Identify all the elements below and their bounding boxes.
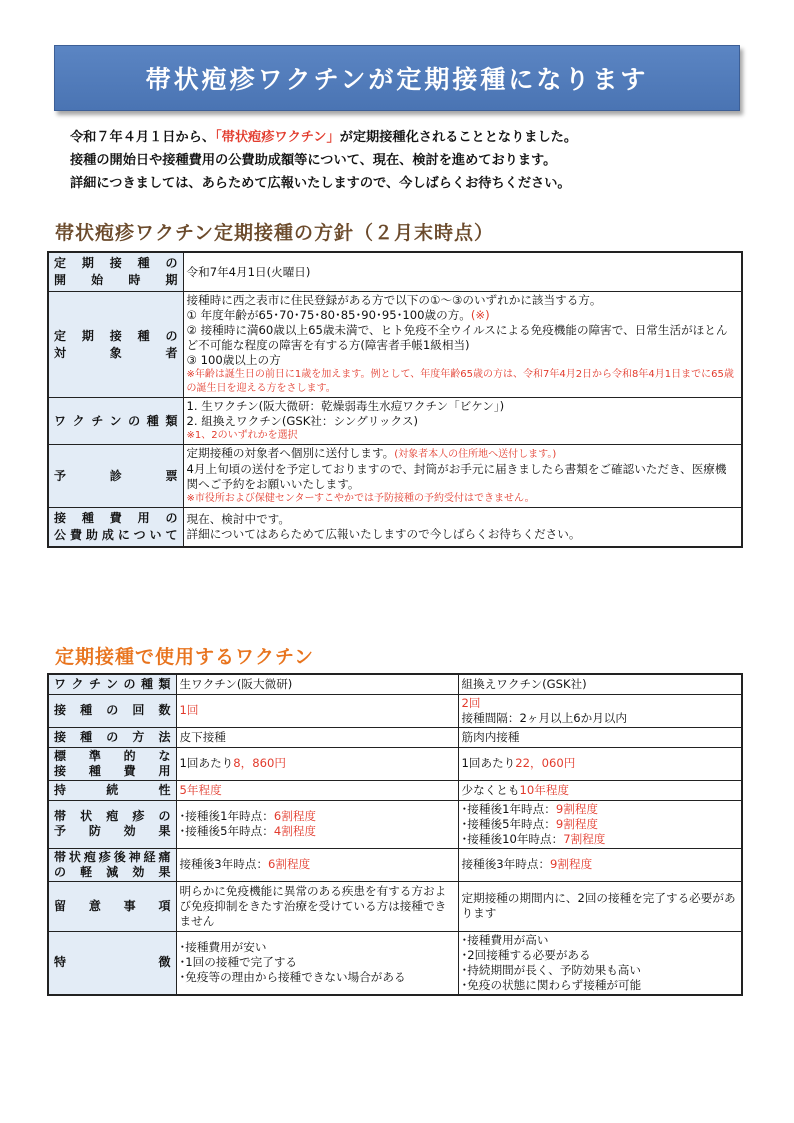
phn-label-1: 帯状疱疹後神経痛 [54, 849, 171, 864]
list-item [462, 832, 739, 847]
features-live [176, 931, 458, 995]
intro-line-1-pre: 令和７年４月１日から、 [70, 130, 216, 145]
caution-live: 明らかに免疫機能に異常のある疾患を有する方および免疫抑制をきたす治療を受けている方は接種できません [176, 881, 458, 931]
questionnaire-label: 予診票 [48, 445, 183, 508]
header-label: ワクチンの種類 [48, 674, 176, 694]
cost-recomb-pre: 1回あたり [461, 756, 516, 770]
duration-recomb [458, 780, 742, 800]
intro-line-1-post: が定期接種化されることとなりました。 [339, 130, 578, 145]
target-label-2: 対象者 [54, 345, 178, 360]
page-title: 帯状疱疹ワクチンが定期接種になります [145, 65, 649, 94]
duration-live: 5年程度 [176, 780, 458, 800]
vaccines-section-title: 定期接種で使用するワクチン [55, 646, 315, 668]
table-row [48, 780, 742, 800]
table-row [48, 252, 742, 292]
phn-live-value: 6割程度 [268, 857, 311, 871]
phn-recomb [458, 848, 742, 881]
list-item: ･免疫等の理由から接種できない場合がある [179, 970, 406, 984]
phn-live-pre: 接種後3年時点： [179, 857, 269, 871]
table-row [48, 747, 742, 780]
target-item-1-text: ① 年度年齢が65･70･75･80･85･90･95･100歳の方。 [186, 308, 471, 322]
intro-line-1 [70, 126, 730, 149]
efficacy-label-1: 帯状疱疹の [54, 809, 171, 823]
duration-label: 持続性 [48, 780, 176, 800]
questionnaire-line-1-red: (対象者本人の住所地へ送付します。) [394, 449, 557, 460]
table-row [48, 292, 742, 398]
intro-text [70, 126, 730, 195]
efficacy-live [176, 800, 458, 848]
questionnaire-line-1 [187, 446, 739, 462]
efficacy-live-1-pre: ･接種後1年時点： [179, 809, 274, 823]
vaccine-type-2: 2. 組換えワクチン(GSK社：シングリックス) [186, 414, 419, 428]
questionnaire-line-1-text: 定期接種の対象者へ個別に送付します。 [186, 446, 395, 460]
start-label-2: 開始時期 [54, 273, 178, 287]
target-item-1-mark: (※) [470, 308, 490, 322]
page-title-banner [54, 45, 740, 111]
subsidy-label-1: 接種費用の [54, 511, 178, 525]
doses-recomb-value: 2回 [461, 695, 481, 710]
list-item: ･2回接種する必要がある [461, 947, 591, 962]
subsidy-line-2: 詳細についてはあらためて広報いたしますので今しばらくお待ちください。 [186, 527, 581, 541]
policy-section-title: 帯状疱疹ワクチン定期接種の方針（２月末時点） [55, 222, 495, 244]
cost-recomb [458, 747, 742, 780]
list-item: ･免疫の状態に関わらず接種が可能 [461, 977, 642, 992]
efficacy-live-2-value: 4割程度 [273, 824, 317, 838]
table-row [48, 800, 742, 848]
questionnaire-line-2: 4月上旬頃の送付を予定しておりますので、封筒がお手元に届きましたら書類をご確認いただき、医療機関へご予約をお願いいたします。 [186, 462, 727, 491]
phn-live [176, 848, 458, 881]
target-item-2: ② 接種時に満60歳以上65歳未満で、ヒト免疫不全ウイルスによる免疫機能の障害で、日常生活がほとんど不可能な程度の障害を有する方(障害者手帳1級相当) [186, 323, 728, 352]
list-item [180, 824, 455, 839]
efficacy-recomb-1-pre: ･接種後1年時点： [461, 801, 556, 816]
efficacy-label-2: 予防効果 [54, 824, 171, 838]
intro-highlight: 「帯状疱疹ワクチン」 [215, 130, 340, 145]
intro-line-2: 接種の開始日や接種費用の公費助成額等について、現在、検討を進めております。 [70, 153, 557, 168]
table-row [48, 881, 742, 931]
cost-live [176, 747, 458, 780]
caution-label: 留意事項 [48, 881, 176, 931]
doses-label: 接種の回数 [48, 694, 176, 727]
target-label-1: 定期接種の [54, 328, 178, 343]
subsidy-label [48, 508, 183, 548]
list-item [462, 802, 739, 817]
target-value [183, 292, 742, 398]
duration-recomb-pre: 少なくとも [461, 782, 520, 797]
header-recomb: 組換えワクチン(GSK社) [458, 674, 742, 694]
target-item-3: ③ 100歳以上の方 [186, 353, 281, 367]
table-row [48, 848, 742, 881]
duration-recomb-value: 10年程度 [519, 782, 570, 797]
cost-live-value: 8，860円 [233, 756, 286, 770]
phn-recomb-pre: 接種後3年時点： [461, 857, 551, 871]
start-label [48, 252, 183, 292]
features-label: 特徴 [48, 931, 176, 995]
table-row [48, 674, 742, 694]
doses-recomb [458, 694, 742, 727]
target-note: ※年齢は誕生日の前日に1歳を加えます。例として、年度年齢65歳の方は、令和7年4月2日から令和8年4月1日までに65歳の誕生日を迎える方をさします。 [186, 369, 734, 394]
cost-label-2: 接種費用 [54, 763, 171, 778]
cost-recomb-value: 22，060円 [515, 756, 576, 770]
list-item: ･接種費用が高い [461, 932, 549, 947]
vaccine-type-label: ワクチンの種類 [48, 398, 183, 445]
method-live: 皮下接種 [176, 727, 458, 747]
header-live: 生ワクチン(阪大微研) [176, 674, 458, 694]
subsidy-line-1: 現在、検討中です。 [186, 512, 290, 526]
cost-live-pre: 1回あたり [179, 756, 234, 770]
phn-label-2: の軽減効果 [54, 864, 171, 879]
vaccine-type-note: ※1、2のいずれかを選択 [186, 430, 298, 441]
cost-label-1: 標準的な [54, 748, 171, 763]
list-item: ･持続期間が長く、予防効果も高い [461, 962, 641, 977]
features-recomb [458, 931, 742, 995]
policy-table [47, 251, 743, 548]
caution-recomb: 定期接種の期間内に、2回の接種を完了する必要があります [458, 881, 742, 931]
list-item: ･接種費用が安い [179, 940, 267, 954]
subsidy-value [183, 508, 742, 548]
doses-recomb-sub: 接種間隔：2ヶ月以上6か月以内 [461, 710, 627, 725]
table-row [48, 931, 742, 995]
vaccine-type-value [183, 398, 742, 445]
efficacy-recomb-1-value: 9割程度 [555, 801, 599, 816]
method-label: 接種の方法 [48, 727, 176, 747]
cost-label [48, 747, 176, 780]
questionnaire-note: ※市役所および保健センターすこやかでは予防接種の予約受付はできません。 [186, 493, 535, 504]
table-row [48, 398, 742, 445]
phn-label [48, 848, 176, 881]
questionnaire-value [183, 445, 742, 508]
efficacy-recomb-3-value: 7割程度 [563, 831, 606, 846]
start-value: 令和7年4月1日(火曜日) [183, 252, 742, 292]
efficacy-live-1-value: 6割程度 [273, 809, 317, 823]
intro-line-3: 詳細につきましては、あらためて広報いたしますので、今しばらくお待ちください。 [70, 176, 571, 191]
efficacy-recomb-2-pre: ･接種後5年時点： [461, 816, 556, 831]
efficacy-recomb-3-pre: ･接種後10年時点： [461, 831, 564, 846]
target-intro: 接種時に西之表市に住民登録がある方で以下の①～③のいずれかに該当する方。 [186, 293, 602, 307]
list-item: ･1回の接種で完了する [179, 955, 298, 969]
efficacy-live-2-pre: ･接種後5年時点： [179, 824, 274, 838]
doses-live: 1回 [176, 694, 458, 727]
subsidy-label-2: 公費助成について [54, 528, 178, 542]
start-label-1: 定期接種の [54, 256, 178, 270]
vaccine-type-1: 1. 生ワクチン(阪大微研：乾燥弱毒生水痘ワクチン「ビケン」) [186, 399, 505, 413]
list-item [462, 817, 739, 832]
target-label [48, 292, 183, 398]
efficacy-label [48, 800, 176, 848]
phn-recomb-value: 9割程度 [550, 857, 593, 871]
table-row [48, 508, 742, 548]
table-row [48, 445, 742, 508]
target-item-1 [187, 308, 739, 323]
list-item [180, 809, 455, 824]
efficacy-recomb [458, 800, 742, 848]
table-row [48, 727, 742, 747]
efficacy-recomb-2-value: 9割程度 [555, 816, 599, 831]
method-recomb: 筋肉内接種 [458, 727, 742, 747]
table-row [48, 694, 742, 727]
vaccines-table [47, 673, 743, 996]
